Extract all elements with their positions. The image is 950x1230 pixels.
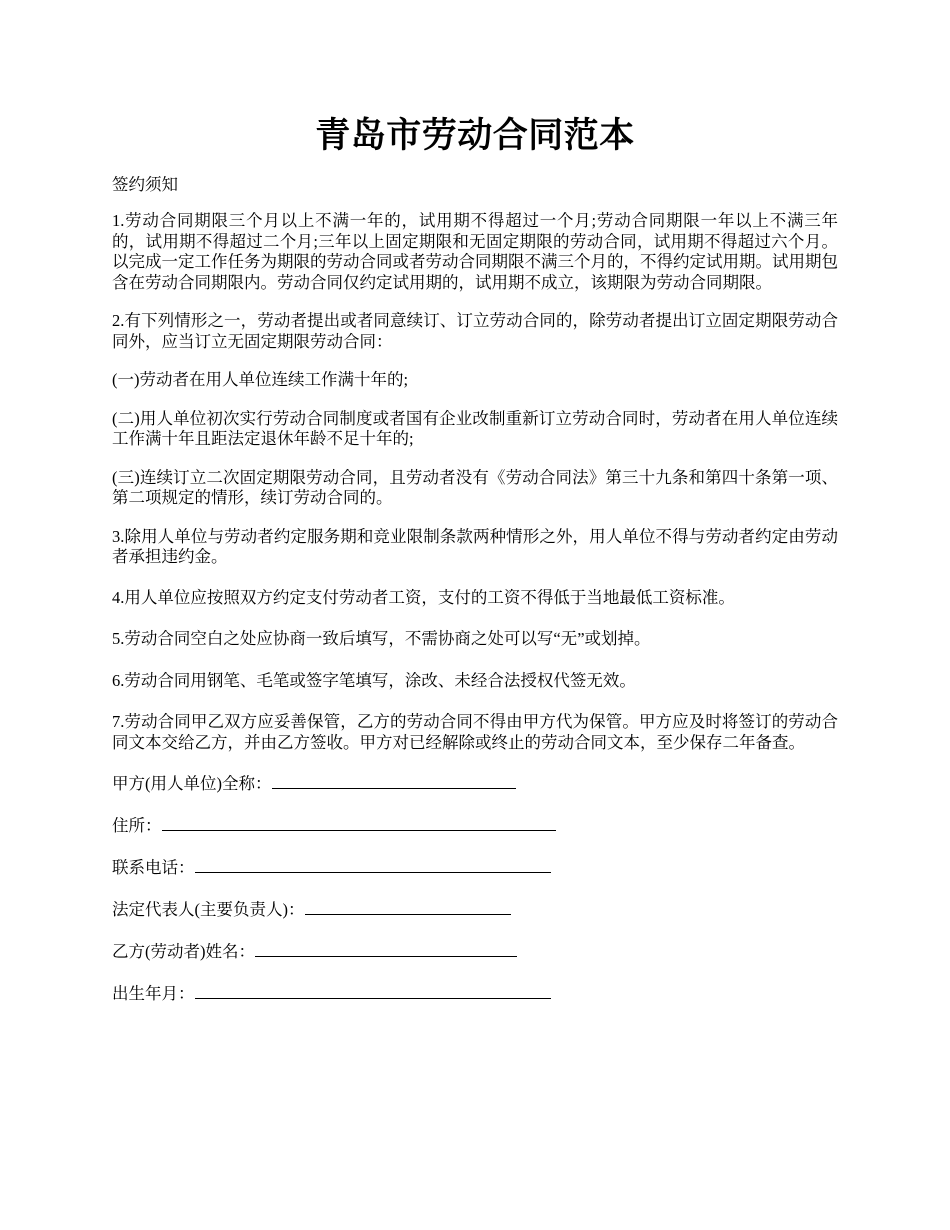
- paragraph-item-6: 6.劳动合同用钢笔、毛笔或签字笔填写，涂改、未经合法授权代签无效。: [112, 670, 636, 690]
- paragraph-subitem-2: (二)用人单位初次实行劳动合同制度或者国有企业改制重新订立劳动合同时，劳动者在用人单位连续工作满十年且距法定退休年龄不足十年的;: [112, 408, 838, 448]
- paragraph-item-1: 1.劳动合同期限三个月以上不满一年的，试用期不得超过一个月;劳动合同期限一年以上不满三年的，试用期不得超过二个月;三年以上固定期限和无固定期限的劳动合同，试用期不得超过六个月。以完成一定工作任务为期限的劳动合同或者劳动合同期限不满三个月的，不得约定试用期。试用期包含在劳动合同期限内。劳动合同仅约定试用期的，试用期不成立，该期限为劳动合同期限。: [112, 211, 838, 292]
- section-heading: 签约须知: [112, 175, 178, 194]
- field-employee-name: [112, 941, 838, 962]
- fill-in-blank[interactable]: [305, 899, 511, 915]
- paragraph-subitem-3: (三)连续订立二次固定期限劳动合同，且劳动者没有《劳动合同法》第三十九条和第四十条第一项、第二项规定的情形，续订劳动合同的。: [112, 467, 838, 507]
- fill-in-blank[interactable]: [195, 857, 551, 873]
- field-birth-date: [112, 983, 838, 1004]
- paragraph-item-3: 3.除用人单位与劳动者约定服务期和竞业限制条款两种情形之外，用人单位不得与劳动者约定由劳动者承担违约金。: [112, 526, 838, 566]
- field-employer-name: [112, 773, 838, 794]
- field-label: 法定代表人(主要负责人)：: [112, 900, 305, 919]
- fill-in-blank[interactable]: [255, 941, 517, 957]
- field-label: 住所：: [112, 816, 162, 835]
- field-address: [112, 815, 838, 836]
- fill-in-blank[interactable]: [272, 773, 516, 789]
- paragraph-item-4: 4.用人单位应按照双方约定支付劳动者工资，支付的工资不得低于当地最低工资标准。: [112, 587, 735, 607]
- fill-in-blank[interactable]: [162, 815, 556, 831]
- paragraph-subitem-1: (一)劳动者在用人单位连续工作满十年的;: [112, 370, 409, 389]
- field-label: 联系电话：: [112, 858, 195, 877]
- field-label: 出生年月：: [112, 984, 195, 1003]
- field-label: 乙方(劳动者)姓名：: [112, 942, 255, 961]
- paragraph-item-2: 2.有下列情形之一，劳动者提出或者同意续订、订立劳动合同的，除劳动者提出订立固定期限劳动合同外，应当订立无固定期限劳动合同：: [112, 311, 838, 351]
- fill-in-blank[interactable]: [195, 983, 551, 999]
- field-phone: [112, 857, 838, 878]
- paragraph-item-7: 7.劳动合同甲乙双方应妥善保管，乙方的劳动合同不得由甲方代为保管。甲方应及时将签订的劳动合同文本交给乙方，并由乙方签收。甲方对已经解除或终止的劳动合同文本，至少保存二年备查。: [112, 712, 838, 752]
- document-title: 青岛市劳动合同范本: [315, 116, 635, 155]
- field-label: 甲方(用人单位)全称：: [112, 774, 272, 793]
- paragraph-item-5: 5.劳动合同空白之处应协商一致后填写，不需协商之处可以写“无”或划掉。: [112, 629, 651, 648]
- field-legal-representative: [112, 899, 838, 920]
